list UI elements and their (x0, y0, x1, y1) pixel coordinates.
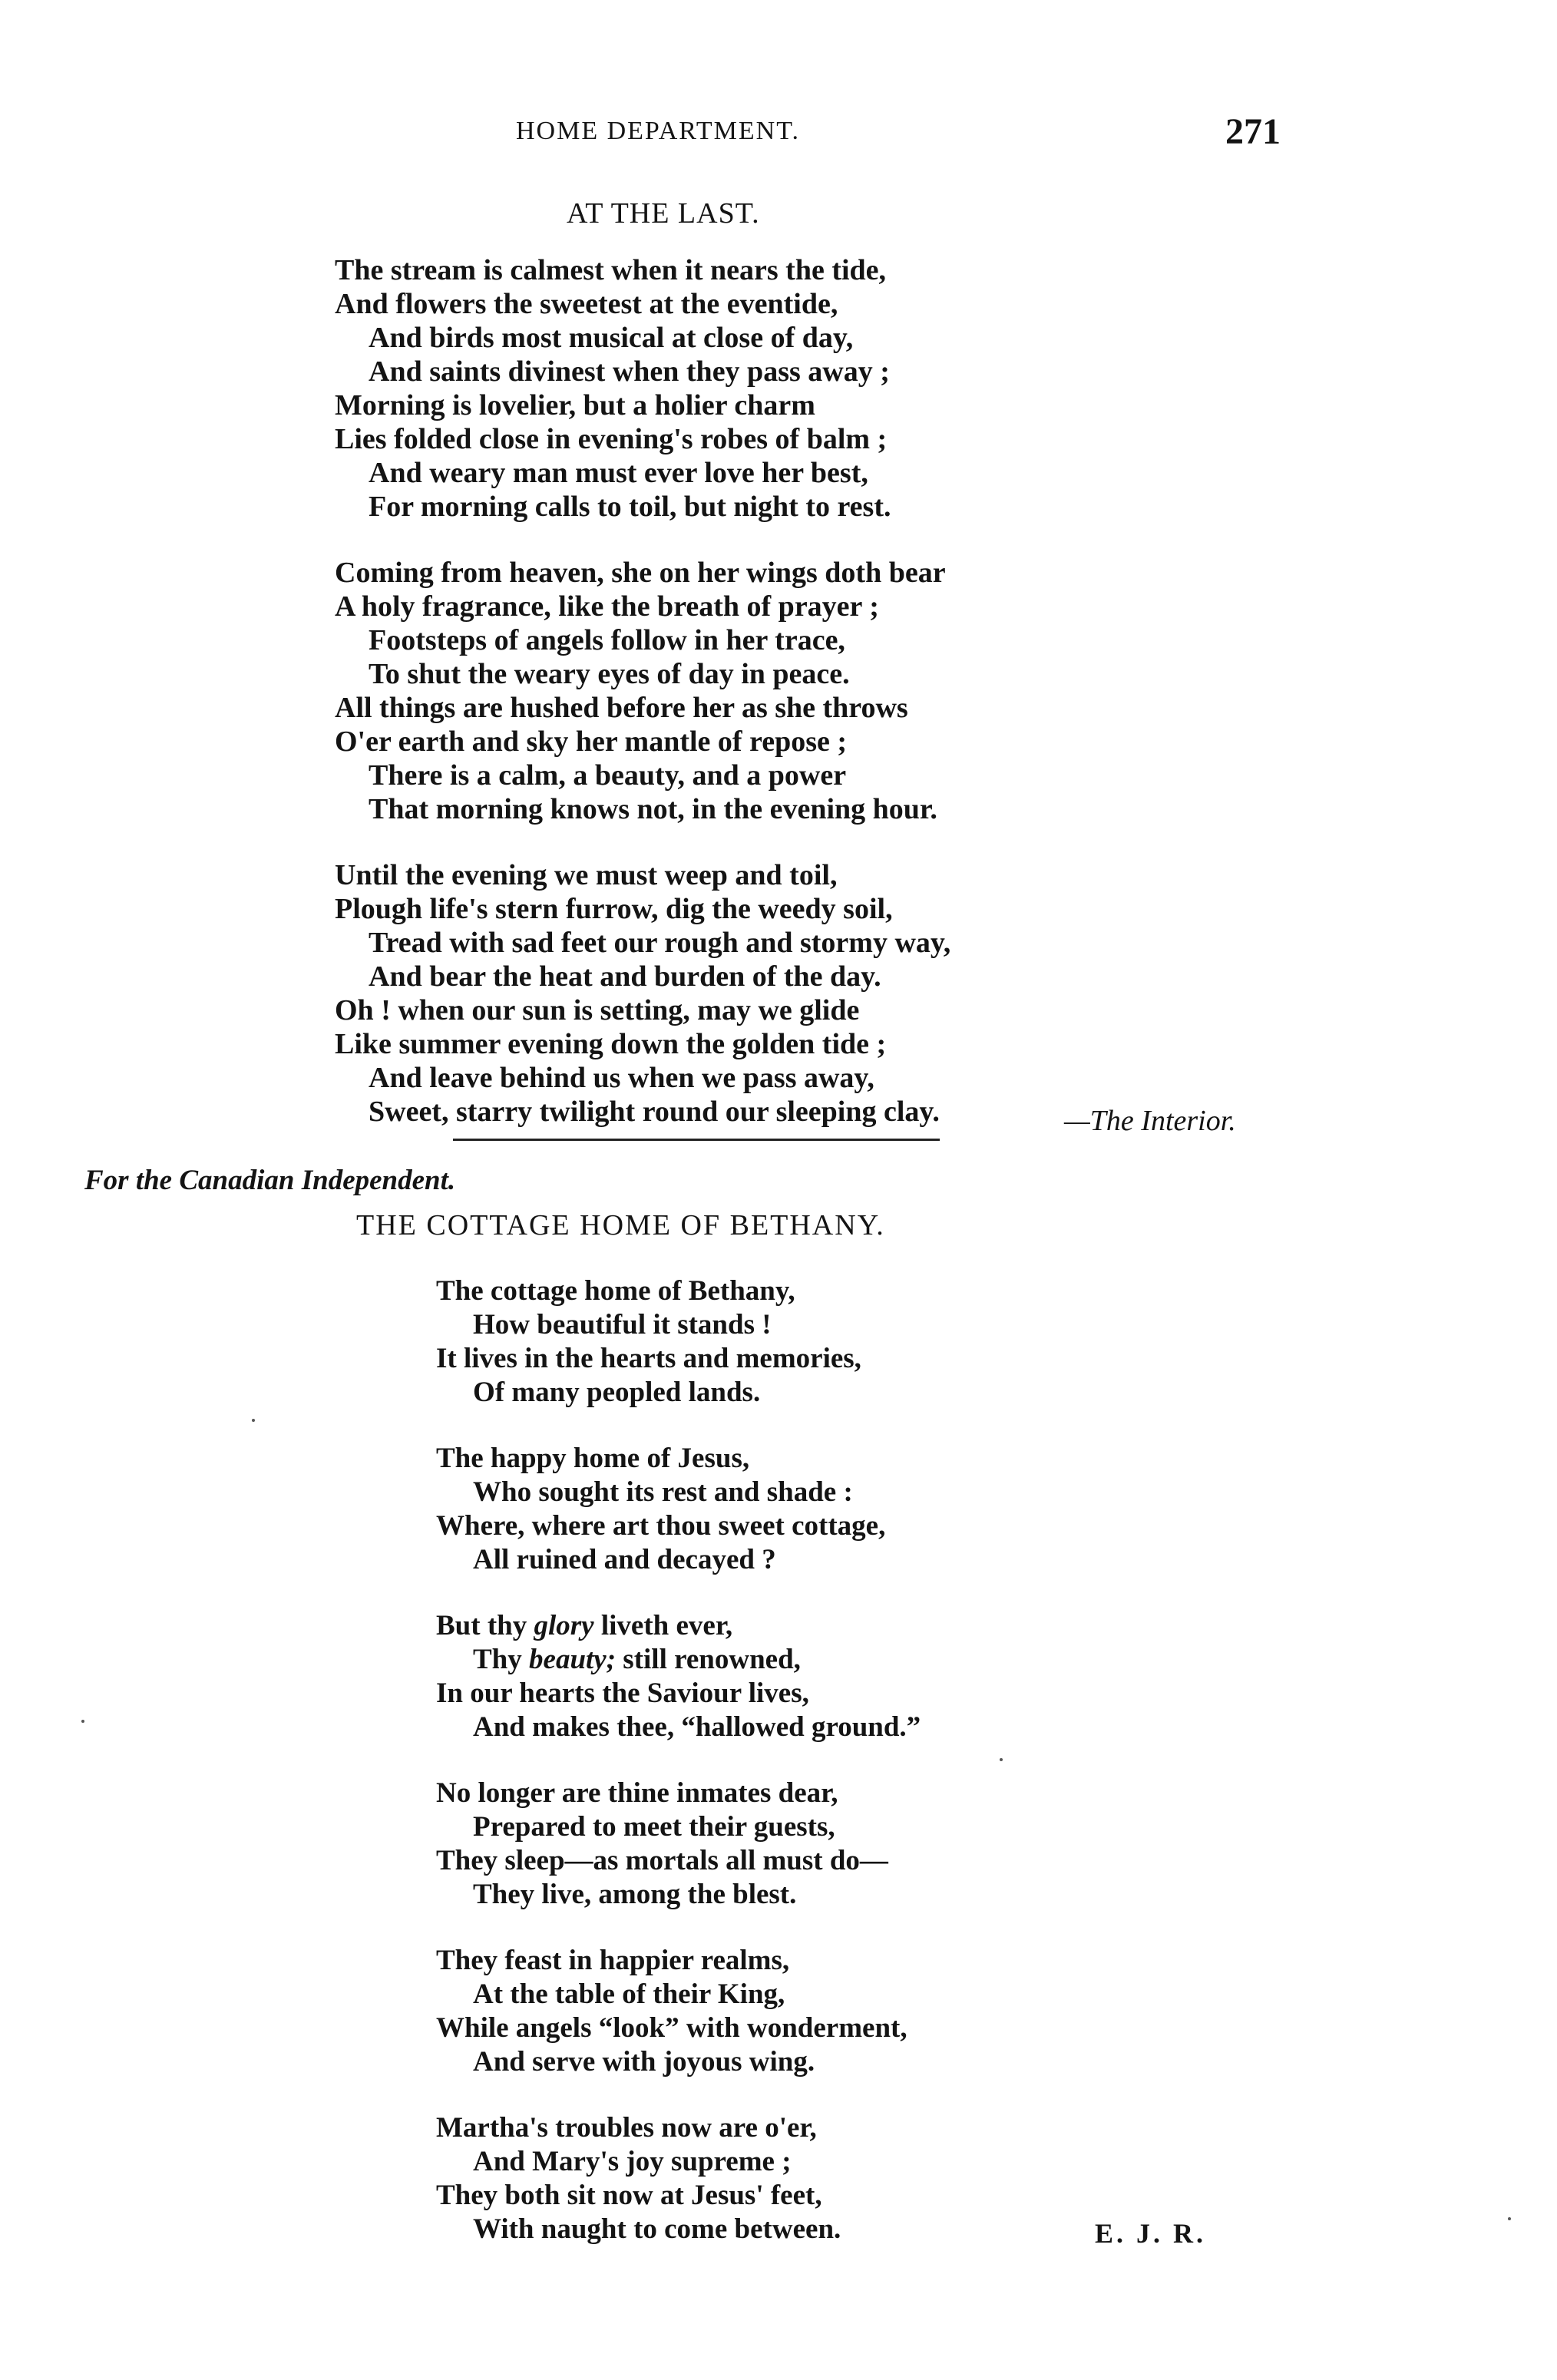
stanza (436, 1944, 921, 2079)
poem-line: At the table of their King, (473, 1978, 785, 2010)
stanza (436, 1274, 921, 1410)
stanza (335, 556, 950, 826)
poem-line: And makes thee, “hallowed ground.” (473, 1711, 921, 1743)
poem-line: In our hearts the Saviour lives, (436, 1678, 809, 1709)
print-speck (252, 1419, 255, 1422)
poem-line: They sleep—as mortals all must do— (436, 1845, 888, 1876)
poem-line: While angels “look” with wonderment, (436, 2012, 907, 2044)
stanza (335, 858, 950, 1129)
poem-line: For morning calls to toil, but night to rest. (369, 491, 891, 523)
print-speck (81, 1720, 84, 1723)
poem-line: All ruined and decayed ? (473, 1544, 776, 1575)
poem-line: And leave behind us when we pass away, (369, 1062, 874, 1094)
poem-line: It lives in the hearts and memories, (436, 1343, 861, 1374)
print-speck (1000, 1758, 1003, 1761)
poem-line: Oh ! when our sun is setting, may we glide (335, 994, 860, 1026)
poem-line: Prepared to meet their guests, (473, 1811, 835, 1843)
dedication-line: For the Canadian Independent. (84, 1165, 456, 1196)
line-fragment: liveth ever, (593, 1610, 733, 1641)
poem-line: The cottage home of Bethany, (436, 1275, 795, 1307)
poem-line: And flowers the sweetest at the eventide, (335, 288, 838, 320)
poem-source-attribution: —The Interior. (1064, 1105, 1236, 1137)
poem-line: Tread with sad feet our rough and stormy way, (369, 927, 951, 959)
italic-word: glory (534, 1610, 594, 1641)
poem-line: No longer are thine inmates dear, (436, 1777, 838, 1809)
poem-line: Like summer evening down the golden tide ; (335, 1028, 887, 1060)
poem-line: They feast in happier realms, (436, 1945, 790, 1976)
poem-line: Martha's troubles now are o'er, (436, 2112, 817, 2144)
poem-line: And Mary's joy supreme ; (473, 2146, 792, 2177)
poem-line: The happy home of Jesus, (436, 1443, 750, 1474)
italic-word: beauty; (529, 1644, 617, 1675)
section-heading: HOME DEPARTMENT. (516, 117, 800, 145)
poem-title-cottage-home: THE COTTAGE HOME OF BETHANY. (356, 1209, 885, 1241)
poem-at-the-last (335, 253, 950, 1161)
poem-line: The stream is calmest when it nears the tide, (335, 254, 887, 286)
poem-line: Sweet, starry twilight round our sleeping clay. (369, 1096, 940, 1128)
poem-line: Morning is lovelier, but a holier charm (335, 389, 815, 421)
line-fragment: Thy (473, 1644, 530, 1675)
author-signature: E. J. R. (1095, 2218, 1207, 2249)
poem-line: And birds most musical at close of day, (369, 322, 854, 354)
poem-line: Who sought its rest and shade : (473, 1476, 853, 1508)
page-number: 271 (1225, 111, 1281, 152)
stanza (436, 1777, 921, 1912)
poem-line: Plough life's stern furrow, dig the weedy soil, (335, 893, 893, 925)
section-divider (453, 1139, 940, 1141)
poem-line: And weary man must ever love her best, (369, 457, 868, 489)
poem-line: Where, where art thou sweet cottage, (436, 1510, 886, 1542)
poem-line: There is a calm, a beauty, and a power (369, 759, 847, 792)
line-fragment: But thy (436, 1610, 534, 1641)
poem-line: Lies folded close in evening's robes of balm ; (335, 423, 888, 455)
poem-line (436, 1643, 921, 1677)
poem-line: They both sit now at Jesus' feet, (436, 2180, 822, 2211)
stanza (436, 1609, 921, 1744)
poem-line: Footsteps of angels follow in her trace, (369, 624, 845, 656)
poem-title-at-the-last: AT THE LAST. (567, 197, 760, 230)
stanza (436, 2111, 921, 2246)
poem-line: O'er earth and sky her mantle of repose ; (335, 726, 848, 758)
print-speck (1508, 2217, 1511, 2220)
poem-line: To shut the weary eyes of day in peace. (369, 658, 850, 690)
stanza (436, 1442, 921, 1577)
running-head (0, 111, 1557, 163)
poem-line: With naught to come between. (473, 2213, 841, 2245)
line-fragment: still renowned, (616, 1644, 801, 1675)
poem-line: And serve with joyous wing. (473, 2046, 815, 2078)
poem-line: A holy fragrance, like the breath of prayer ; (335, 590, 879, 623)
poem-line: Coming from heaven, she on her wings doth bear (335, 557, 946, 589)
poem-line: Of many peopled lands. (473, 1377, 761, 1408)
poem-line: And bear the heat and burden of the day. (369, 960, 881, 993)
poem-line: That morning knows not, in the evening hour. (369, 793, 937, 825)
stanza (335, 253, 950, 524)
poem-line (436, 1609, 921, 1643)
poem-line: They live, among the blest. (473, 1879, 797, 1910)
poem-line: Until the evening we must weep and toil, (335, 859, 838, 891)
poem-line: And saints divinest when they pass away ; (369, 355, 890, 388)
poem-cottage-home-of-bethany (436, 1274, 921, 2279)
poem-line: How beautiful it stands ! (473, 1309, 772, 1340)
poem-line: All things are hushed before her as she throws (335, 692, 908, 724)
